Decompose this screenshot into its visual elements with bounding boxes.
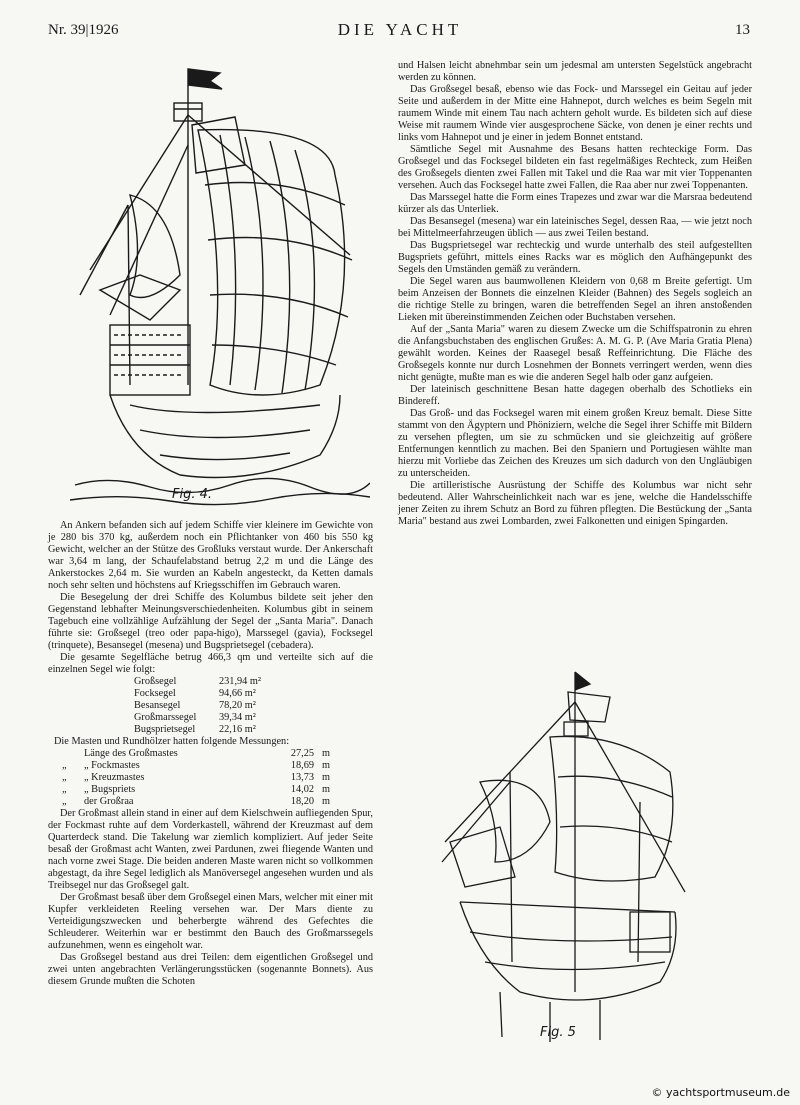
mast-row: „ „ Fockmastes 18,69 m bbox=[62, 760, 331, 771]
paragraph-sails: Die Besegelung der drei Schiffe des Kolumbus bildete seit jeher den Gegenstand lebhafter Meinungsverschiedenheiten. Kolumbus gibt in seinem Tagebuch eine vollzählige Aufzählung der Segel der „Santa Maria". Danach führte sie: Großsegel (treo oder papa-higo), Marssegel (gavia), Focksegel (trinquete), Besansegel (mesena) und Bugsprietsegel (cebadera). bbox=[48, 592, 373, 651]
sail-area-list bbox=[48, 676, 373, 736]
mast-row: „ der Großraa 18,20 m bbox=[62, 796, 331, 807]
page-number: 13 bbox=[735, 22, 750, 38]
mast-measurement-list bbox=[48, 748, 373, 808]
paragraph-rigging: Der Großmast allein stand in einer auf dem Kielschwein aufliegenden Spur, der Fockmast ruhte auf dem Vorderkastell, während der Kreuzmast auf dem Quarterdeck stand. Die Takelung war ziemlich kompliziert. Auf jeder Seite besaß der Großmast acht Wanten, zwei Pardunen, zwei fliegende Wanten und nach vorne zwei Stage. Die beiden anderen Maste waren nicht so vollkommen abgestagt, da ihre Segel lediglich als Manöversegel angesehen wurden und als Treibsegel nur das Großsegel galt. bbox=[48, 808, 373, 891]
paragraph-mainsail: Das Großsegel bestand aus drei Teilen: dem eigentlichen Großsegel und zwei unten angebrachten Verlängerungsstücken (sogenannte Bonnets). Aus diesem Grunde mußten die Schoten bbox=[48, 952, 373, 987]
figure-4-caption: Fig. 4. bbox=[172, 487, 213, 502]
sail-row: Besansegel 78,20 m² bbox=[134, 700, 256, 711]
paragraph-marssegel: Das Marssegel hatte die Form eines Trapezes und zwar war die Marsraa bedeutend kürzer als das Unterliek. bbox=[398, 192, 752, 215]
paragraph-santa-maria: Auf der „Santa Maria" waren zu diesem Zwecke um die Schiffspatronin zu ehren die Anfangsbuchstaben des englischen Grußes: A. M. G. P. (Ave Maria Gratia Plena) gewählt worden. Keines der Raasegel besaß Reffeinrichtung. Die Fläche des Großsegels konnte nur durch Losnehmen der Bonnets verringert werden, wenn dies nicht genügte, mußte man es wie die anderen Segel halb oder ganz aufgeien. bbox=[398, 324, 752, 383]
paragraph-sail-area: Die gesamte Segelfläche betrug 466,3 qm und verteilte sich auf die einzelnen Segel wie folgt: bbox=[48, 652, 373, 675]
sail-row: Großmarssegel 39,34 m² bbox=[134, 712, 256, 723]
paragraph-cross: Das Groß- und das Focksegel waren mit einem großen Kreuz bemalt. Diese Sitte stammt von den Ägyptern und Phöniziern, welche die Segel ihrer Schiffe mit Bildern zu versehen pflegten, um sie zu schmücken und sie gleichzeitig auf größere Entfernungen kenntlich zu machen. Bei den Spaniern und Portugiesen wählte man hierzu mit Vorliebe das Zeichen des Kreuzes um sich dadurch von den Ungläubigen zu unterscheiden. bbox=[398, 408, 752, 479]
paragraph-bugsprietsegel: Das Bugsprietsegel war rechteckig und wurde unterhalb des steil aufgestellten Bugspriets geführt, mittels eines Racks war es möglich den Aufhängepunkt des Segels den Umständen gemäß zu verändern. bbox=[398, 240, 752, 275]
figure-4-ship-drawing bbox=[70, 55, 370, 510]
sail-row: Focksegel 94,66 m² bbox=[134, 688, 256, 699]
figure-5-caption: Fig. 5 bbox=[540, 1025, 576, 1040]
paragraph-continued: und Halsen leicht abnehmbar sein um jedesmal am untersten Segelstück angebracht werden zu können. bbox=[398, 60, 752, 83]
paragraph-geitau: Das Großsegel besaß, ebenso wie das Fock- und Marssegel ein Geitau auf jeder Seite und außerdem in der Mitte eine Hahnepot, durch welches es beim Segeln mit raumem Winde mit einem Tau nach achtern geholt wurde. Es bildeten sich auf diese Weise mit raumem Winde vier ausgesprochene Säcke, von denen je einer rechts und links vom Hahnepot und je einer in jedem Bonnet entstand. bbox=[398, 84, 752, 143]
paragraph-sail-cloth: Die Segel waren aus baumwollenen Kleidern von 0,68 m Breite gefertigt. Um beim Anzeisen der Bonnets die einzelnen Kleider (Bahnen) des Segels sogleich an die richtige Stelle zu bringen, waren die betreffenden Segel an ihren anstoßenden Lieken mit übereinstimmenden Zeichen oder Buchstaben versehen. bbox=[398, 276, 752, 323]
copyright-watermark: © yachtsportmuseum.de bbox=[651, 1086, 790, 1099]
page-header bbox=[0, 20, 800, 44]
sail-row: Bugsprietsegel 22,16 m² bbox=[134, 724, 256, 735]
figure-5-ship-drawing bbox=[440, 662, 690, 1052]
paragraph-masts-intro: Die Masten und Rundhölzer hatten folgende Messungen: bbox=[54, 736, 290, 747]
left-text-column bbox=[48, 520, 373, 988]
journal-title: DIE YACHT bbox=[337, 20, 463, 39]
paragraph-mars: Der Großmast besaß über dem Großsegel einen Mars, welcher mit einer mit Kupfer verkleideten Reeling versehen war. Der Mars diente zu Verteidigungszwecken und beherbergte während des Gefechtes die Schleuderer. Weiterhin war er bestimmt den Bauch des Großmarssegels aufzunehmen, wenn es eingeholt war. bbox=[48, 892, 373, 951]
paragraph-bindereff: Der lateinisch geschnittene Besan hatte dagegen oberhalb des Schotlieks ein Bindereff. bbox=[398, 384, 752, 407]
paragraph-anchors: An Ankern befanden sich auf jedem Schiffe vier kleinere im Gewichte von je 280 bis 370 kg, außerdem noch ein Pflichtanker von 460 bis 550 kg Gewicht, welcher an der Stütze des Großluks verstaut wurde. Der Ankerschaft war 3,64 m lang, der Schaufelabstand betrug 2,2 m und die Länge des Ankerstockes 2,64 m. Sie wurden an Kabeln angesteckt, da Ketten damals noch sehr selten und höchstens auf Kriegsschiffen im Gebrauch waren. bbox=[48, 520, 373, 591]
paragraph-sail-shape: Sämtliche Segel mit Ausnahme des Besans hatten rechteckige Form. Das Großsegel und das Focksegel bildeten ein fast regelmäßiges Rechteck, zum Heißen des Großsegels dienten zwei Fallen mit Takel und die Raa war mit vier Toppenanten versehen. Auch das Focksegel hatte zwei Fallen, die Raa aber nur zwei Toppenanten. bbox=[398, 144, 752, 191]
issue-number: Nr. 39|1926 bbox=[48, 22, 119, 38]
paragraph-artillery: Die artilleristische Ausrüstung der Schiffe des Kolumbus war nicht sehr bedeutend. Aller Wahrscheinlichkeit nach war es jene, welche die Handelsschiffe jener Zeiten zu ihrem Schutz an Bord zu führen pflegten. Die Bestückung der „Santa Maria" bestand aus zwei Lombarden, zwei Falkonetten und einigen Spingarden. bbox=[398, 480, 752, 527]
right-text-column bbox=[398, 60, 752, 528]
paragraph-besansegel: Das Besansegel (mesena) war ein lateinisches Segel, dessen Raa, — wie jetzt noch bei Mittelmeerfahrzeugen üblich — aus zwei Teilen bestand. bbox=[398, 216, 752, 239]
sail-row: Großsegel 231,94 m² bbox=[134, 676, 261, 687]
mast-row: Länge des Großmastes 27,25 m bbox=[84, 748, 331, 759]
mast-row: „ „ Bugspriets 14,02 m bbox=[62, 784, 331, 795]
mast-row: „ „ Kreuzmastes 13,73 m bbox=[62, 772, 331, 783]
